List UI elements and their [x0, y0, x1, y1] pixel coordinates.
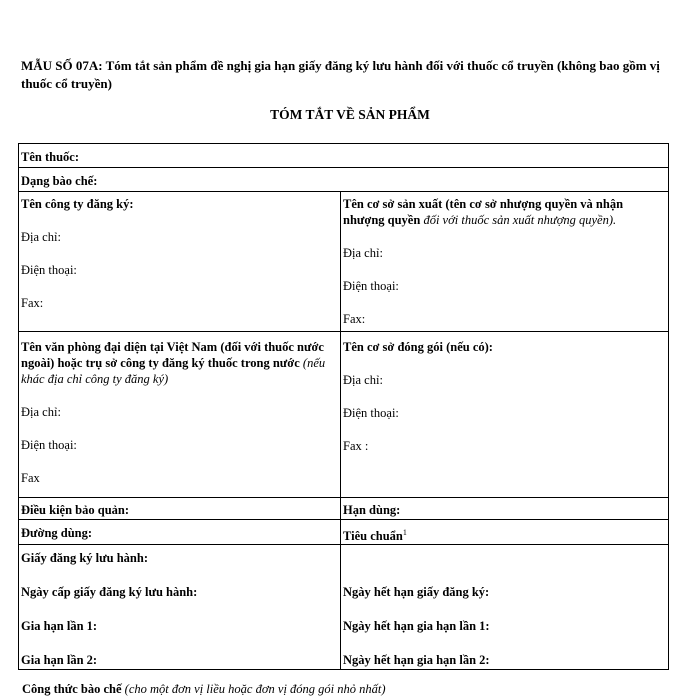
- table-row: [19, 168, 669, 192]
- table-row: [19, 332, 669, 498]
- license-expiry-cell: [341, 545, 669, 670]
- table-row: [19, 192, 669, 332]
- address-label: Địa chỉ:: [343, 373, 383, 387]
- storage-cell: [19, 498, 341, 520]
- table-row: [19, 144, 669, 168]
- extension-2-label: Gia hạn lần 2:: [21, 653, 98, 668]
- rep-office-label-note: (nếu khác địa chỉ công ty đăng ký): [21, 356, 326, 386]
- extension-1-expiry-label: Ngày hết hạn gia hạn lần 1:: [343, 619, 490, 634]
- license-label: Giấy đăng ký lưu hành:: [21, 551, 148, 566]
- rep-office-label: [21, 339, 338, 387]
- table-row: [19, 520, 669, 545]
- phone-label: Điện thoại:: [343, 279, 399, 293]
- manufacturer-label: [343, 196, 666, 228]
- table-row: [19, 545, 669, 670]
- fax-label: Fax:: [343, 312, 366, 326]
- fax-label: Fax:: [21, 296, 44, 310]
- route-cell: [19, 520, 341, 545]
- route-label: Đường dùng:: [21, 526, 93, 540]
- form-subtitle: TÓM TẮT VỀ SẢN PHẨM: [270, 107, 430, 122]
- address-label: Địa chỉ:: [343, 246, 383, 260]
- fax-label: Fax :: [343, 439, 369, 453]
- shelf-life-label: Hạn dùng:: [343, 503, 401, 517]
- standard-footnote-mark: 1: [402, 528, 407, 537]
- manufacturer-label-bold: Tên cơ sở sản xuất (tên cơ sở nhượng quyền và nhận nhượng quyền: [343, 197, 624, 227]
- fax-label: Fax: [21, 471, 40, 485]
- address-label: Địa chỉ:: [21, 230, 61, 244]
- rep-office-label-bold: Tên văn phòng đại diện tại Việt Nam (đối với thuốc nước ngoài) hoặc trụ sở công ty đăng ký thuốc trong nước: [21, 340, 324, 370]
- address-label: Địa chỉ:: [21, 405, 61, 419]
- rep-office-cell: [19, 332, 341, 498]
- license-cell: [19, 545, 341, 670]
- extension-1-label: Gia hạn lần 1:: [21, 619, 98, 634]
- license-issue-label: Ngày cấp giấy đăng ký lưu hành:: [21, 585, 198, 600]
- license-expiry-label: Ngày hết hạn giấy đăng ký:: [343, 585, 490, 600]
- reg-company-cell: [19, 192, 341, 332]
- packager-cell: [341, 332, 669, 498]
- phone-label: Điện thoại:: [21, 438, 77, 452]
- dosage-form-cell: [19, 168, 669, 192]
- standard-cell: [341, 520, 669, 545]
- formula-caption-note: (cho một đơn vị liều hoặc đơn vị đóng gói nhỏ nhất): [121, 682, 386, 696]
- drug-name-label: Tên thuốc:: [21, 150, 79, 164]
- dosage-form-label: Dạng bào chế:: [21, 174, 98, 188]
- storage-label: Điều kiện bảo quản:: [21, 503, 130, 517]
- drug-name-cell: [19, 144, 669, 168]
- phone-label: Điện thoại:: [21, 263, 77, 277]
- standard-label: Tiêu chuẩn: [343, 529, 403, 544]
- extension-2-expiry-label: Ngày hết hạn gia hạn lần 2:: [343, 653, 490, 668]
- packager-label: Tên cơ sở đóng gói (nếu có):: [343, 340, 493, 354]
- phone-label: Điện thoại:: [343, 406, 399, 420]
- reg-company-label: Tên công ty đăng ký:: [21, 197, 134, 211]
- table-row: [19, 498, 669, 520]
- formula-caption-bold: Công thức bào chế: [22, 682, 122, 696]
- manufacturer-cell: [341, 192, 669, 332]
- form-heading: MẪU SỐ 07A: Tóm tắt sản phẩm đề nghị gia hạn giấy đăng ký lưu hành đối với thuốc cổ truyền (không bao gồm vị thuốc cổ truyền): [21, 58, 660, 91]
- manufacturer-label-note: đối với thuốc sản xuất nhượng quyền).: [420, 213, 617, 227]
- product-summary-table: [18, 143, 669, 670]
- formula-caption: [22, 682, 386, 697]
- shelf-life-cell: [341, 498, 669, 520]
